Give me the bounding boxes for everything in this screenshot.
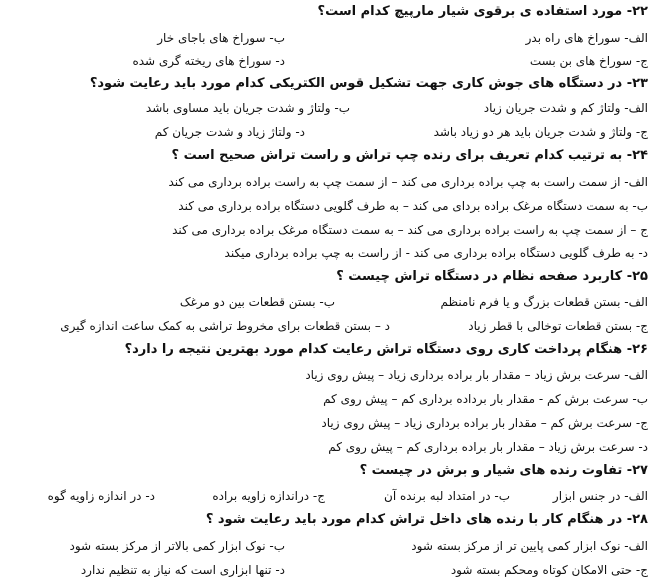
question-28-option-b: ب- نوک ابزار کمی بالاتر از مرکز بسته شود bbox=[69, 539, 285, 553]
question-23-option-b: ب- ولتاژ و شدت جریان باید مساوی باشد bbox=[145, 101, 350, 115]
question-24-option-c: ج – از سمت چپ به راست براده برداری می کند – به سمت دستگاه مرغک براده برداری می کند bbox=[172, 223, 648, 237]
question-22-option-c: ج- سوراخ های بن بست bbox=[529, 54, 648, 68]
question-23-title: ۲۳- در دستگاه های جوش کاری جهت تشکیل قوس الکتریکی کدام مورد باید رعایت شود؟ bbox=[89, 76, 648, 91]
question-22-title: ۲۲- مورد استفاده ی برقوی شیار مارپیچ کدام است؟ bbox=[317, 4, 648, 19]
question-28-title: ۲۸- در هنگام کار با رنده های داخل تراش کدام مورد باید رعایت شود ؟ bbox=[205, 512, 648, 527]
question-26-option-d: د- سرعت برش زیاد – مقدار بار براده برداری کم – پیش روی کم bbox=[328, 440, 648, 454]
question-24-option-b: ب- به سمت دستگاه مرغک براده بردای می کند – به طرف گلویی دستگاه براده برداری می کند bbox=[178, 199, 648, 213]
question-27-option-a: الف- در جنس ابزار bbox=[552, 489, 648, 503]
question-28-option-c: ج- حتی الامکان کوتاه ومحکم بسته شود bbox=[450, 563, 648, 577]
question-25-option-a: الف- بستن قطعات بزرگ و یا فرم نامنظم bbox=[440, 295, 648, 309]
question-27-option-c: ج- دراندازه زاویه براده bbox=[212, 489, 325, 503]
question-23-option-c: ج- ولتاژ و شدت جریان باید هر دو زیاد باشد bbox=[433, 125, 648, 139]
question-25-option-c: ج- بستن قطعات توخالی با قطر زیاد bbox=[468, 319, 648, 333]
question-27-option-b: ب- در امتداد لبه برنده آن bbox=[384, 489, 510, 503]
question-25-title: ۲۵- کاربرد صفحه نظام در دستگاه تراش چیست ؟ bbox=[336, 269, 648, 284]
question-26-option-c: ج- سرعت برش کم – مقدار بار براده برداری زیاد – پیش روی زیاد bbox=[321, 416, 648, 430]
question-24-title: ۲۴- به ترتیب کدام تعریف برای رنده چپ تراش و راست تراش صحیح است ؟ bbox=[171, 148, 648, 163]
question-26-title: ۲۶- هنگام پرداخت کاری روی دستگاه تراش رعایت کدام مورد بهترین نتیجه را دارد؟ bbox=[124, 342, 648, 357]
question-22-option-a: الف- سوراخ های راه بدر bbox=[525, 31, 648, 45]
question-26-option-b: ب- سرعت برش کم - مقدار بار برداده برداری کم – پیش روی کم bbox=[323, 392, 648, 406]
question-23-option-d: د- ولتاژ زیاد و شدت جریان کم bbox=[154, 125, 305, 139]
question-24-option-a: الف- از سمت راست به چپ براده برداری می کند – از سمت چپ به راست براده برداری می کند bbox=[168, 175, 648, 189]
question-23-option-a: الف- ولتاژ کم و شدت جریان زیاد bbox=[483, 101, 648, 115]
question-22-option-b: ب- سوراخ های باجای خار bbox=[157, 31, 285, 45]
question-24-option-d: د- به طرف گلویی دستگاه براده برداری می کند - از راست به چپ براده برداری میکند bbox=[224, 246, 648, 260]
question-25-option-d: د – بستن قطعات برای مخروط تراشی به کمک ساعت اندازه گیری bbox=[60, 319, 390, 333]
question-28-option-d: د- تنها ابزاری است که نیاز به تنظیم ندارد bbox=[80, 563, 285, 577]
question-26-option-a: الف- سرعت برش زیاد – مقدار بار براده برداری زیاد – پیش روی زیاد bbox=[305, 368, 648, 382]
question-28-option-a: الف- نوک ابزار کمی پایین تر از مرکز بسته شود bbox=[411, 539, 648, 553]
question-25-option-b: ب- بستن قطعات بین دو مرغک bbox=[179, 295, 335, 309]
question-22-option-d: د- سوراخ های ریخته گری شده bbox=[132, 54, 285, 68]
question-27-title: ۲۷- تفاوت رنده های شیار و برش در چیست ؟ bbox=[359, 463, 648, 478]
question-27-option-d: د- در اندازه زاویه گوه bbox=[47, 489, 155, 503]
